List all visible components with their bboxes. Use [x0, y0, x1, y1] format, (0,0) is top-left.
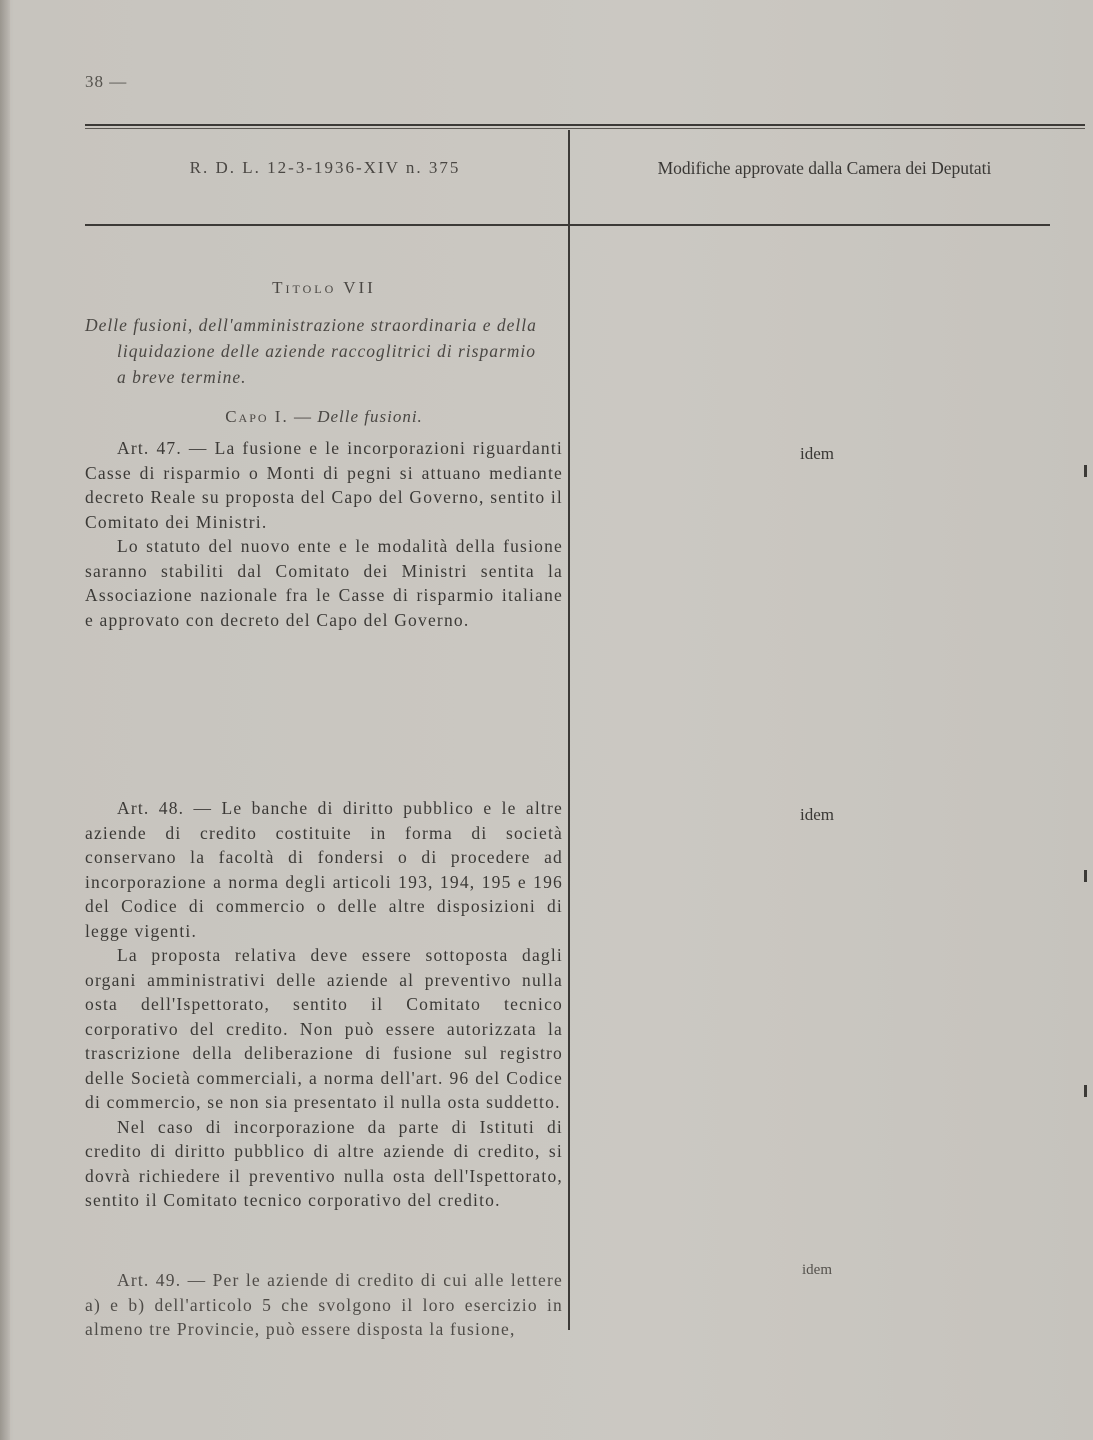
- article-49: [85, 1268, 563, 1342]
- page-binding-edge: [0, 0, 10, 1440]
- page-number: 38 —: [85, 72, 128, 91]
- article-paragraph: Art. 48. — Le banche di diritto pubblico e le altre aziende di credito costituite in forma di società conservano la facoltà di fondersi o di procedere ad incorporazione a norma degli articoli 193, 194, 195 e 196 del Codice di commercio o delle altre disposizioni di legge vigenti.: [85, 798, 563, 941]
- subtitle-line: liquidazione delle aziende raccoglitrici di risparmio: [117, 341, 537, 361]
- header-rule-top-thin: [85, 128, 1085, 129]
- article-paragraph: Art. 47. — La fusione e le incorporazioni riguardanti Casse di risparmio o Monti di pegni si attuano mediante decreto Reale su proposta del Capo del Governo, sentito il Comitato dei Ministri.: [85, 438, 563, 532]
- section-subtitle: [85, 312, 563, 390]
- modification-note: idem: [800, 444, 834, 463]
- header-left-column: R. D. L. 12-3-1936-XIV n. 375: [189, 158, 461, 177]
- article-paragraph: La proposta relativa deve essere sottoposta dagli organi amministrativi delle aziende al preventivo nulla osta dell'Ispettorato, sentito il Comitato tecnico corporativo del credito. Non può essere autorizzata la trascrizione della deliberazione di fusione sul registro delle Società commerciali, a norma dell'art. 96 del Codice di commercio, se non sia presentato il nulla osta suddetto.: [85, 945, 563, 1112]
- chapter-label: Capo I.: [225, 407, 289, 426]
- header-right-column: Modifiche approvate dalla Camera dei Deputati: [657, 158, 992, 178]
- chapter-heading: [85, 407, 563, 427]
- article-47: [85, 436, 563, 632]
- header-rule-top: [85, 124, 1085, 126]
- article-48: [85, 796, 563, 1213]
- article-paragraph: Art. 49. — Per le aziende di credito di cui alle lettere a) e b) dell'articolo 5 che svolgono il loro esercizio in almeno tre Provincie, può essere disposta la fusione,: [85, 1270, 563, 1339]
- modification-note: idem: [802, 1262, 832, 1278]
- chapter-dash: —: [288, 407, 318, 426]
- article-paragraph: Nel caso di incorporazione da parte di Istituti di credito di diritto pubblico di altre aziende di credito, si dovrà richiedere il preventivo nulla osta dell'Ispettorato, sentito il Comitato tecnico corporativo del credito.: [85, 1116, 563, 1210]
- modification-note: idem: [800, 805, 834, 824]
- section-title: Titolo VII: [272, 278, 376, 297]
- chapter-name: Delle fusioni.: [317, 407, 423, 426]
- margin-mark: [1084, 1085, 1087, 1097]
- article-paragraph: Lo statuto del nuovo ente e le modalità della fusione saranno stabiliti dal Comitato dei Ministri sentita la Associazione nazionale fra le Casse di risparmio italiane e approvato con decreto del Capo del Governo.: [85, 536, 563, 630]
- margin-mark: [1084, 870, 1087, 882]
- subtitle-line: a breve termine.: [117, 367, 247, 387]
- column-divider: [568, 130, 570, 1330]
- margin-mark: [1084, 465, 1087, 477]
- subtitle-line: Delle fusioni, dell'amministrazione straordinaria e della: [85, 315, 537, 335]
